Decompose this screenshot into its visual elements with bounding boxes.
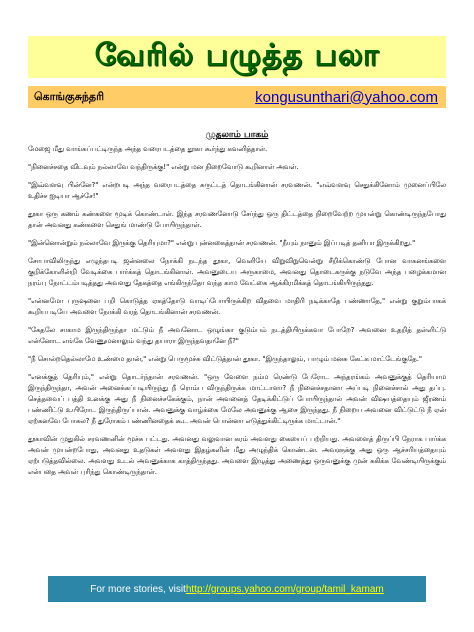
- author-name: கொங்குசுந்தரி: [34, 89, 105, 103]
- title-banner: [28, 36, 446, 78]
- story-body: [28, 144, 446, 485]
- story-title: வேரில் பழுத்த பலா: [94, 37, 380, 73]
- groups-link[interactable]: http://groups.yahoo.com/group/tamil_kamam: [185, 583, 384, 595]
- paragraph: "நீ சொல்றதெல்லாமே உண்மை தான்," என்று பெருமூச்சு விட்டுத்தான் தூகா. "இருந்தாலும், பாழும் மனசு கேட்க மாட்டேங்குதே.": [28, 355, 423, 363]
- document-page: [28, 28, 446, 614]
- paragraph: தூகா ஒரு கணம் கண்களை மூடிக் கொண்டாள். இந்த சரவணனோடு சேர்ந்து ஒரு திட்டத்தை நிறைவேற்ற முயன்று கொண்டிருந்தபோது தான் அவனது கண்களை செதுங் மாண்டு போயிருந்தாள்.: [28, 210, 446, 229]
- footer-label: For more stories, visit: [90, 583, 186, 595]
- paragraph: சோபாவிலிருந்து எழுந்தபடி ஜன்னலை நோக்கி நடந்த தூகா, வெளியே விறுவிறுவென்று சீறிக்கொண்டு போன வாகனங்களை குறிக்கோளின்றி வேடிக்கை பார்க்கத் தொடங்கினாள். அவனுடைய அருகாமை, அவனது தொடைகருக்கு நடுவே அந்த பழைக்கமான நரம்பு நோட்டம்படித்தது அவளது தேகத்தை எங்கிருந்தோ வந்த காம வேட்கை ஆக்கிரமிக்கத் தொடங்கியிருந்தது.: [28, 257, 446, 287]
- footer-banner: [48, 576, 426, 602]
- author-email-link[interactable]: kongusunthari@yahoo.com: [255, 88, 438, 106]
- paragraph: "கேதலே சாகாம இருந்திருந்தா மட்டும் நீ அவனோட ஒழுங்கா குடும்பம் நடத்தியிருக்கவா போறே? அவனை உதறித் தள்ளிட்டு என்னோட எங்கே வேணுமனாலும் வந்து தயாரா இருந்தவதானே நீ?": [28, 326, 446, 345]
- paragraph: தூகாவின் முதுகில் சரவணனின் மூச்சு பட்டது. அவனது வலுவான கரம் அவளது கையைப் பற்றியது. அவளைத் திருப்பி நேராக பார்க்க அவன் முயன்றபோது, அவனது உதடுகள் அவளது இதழ்களின் மீது அழுந்திக் கொண்டன. அவளுக்கு அது ஒரு ஆச்சரியத்தையும் ஏற்படுத்தவில்லை. அவளது உடல் அவனுக்காக காத்திருந்தது. அவளை இழுத்து அணைத்து ஒருவனுக்கு முன் சுகிக்க வேண்டியிருக்கும் என்பதை அவள் புரிந்து கொண்டிருந்தாள்.: [28, 435, 446, 476]
- part-title: முதலாம் பாகம்: [205, 130, 269, 140]
- paragraph: "என்னமோ புருஷனை பறி கொடுத்த ஏகத்தோடு வாடிப்போயிருக்கிற விதவை மாதிரி நடிக்காதே பண்ணாதே," என்று குறும்பாகக் கூறியபடியே அவளை நோக்கி வரத் தொடங்கினான் சரவணன்.: [28, 297, 446, 316]
- author-bar: [28, 86, 446, 108]
- paragraph: மேஜை மீது வாங்கப்பட்டிருந்த அந்த வரைபடத்தை தூகா கூர்ந்து கவனித்தாள்.: [28, 145, 268, 153]
- paragraph: "நினைச்சதை விடவும் நல்லாவே வந்திருக்கு!" என்று மன நிறைவோடு கூறினாள் அவள்.: [28, 163, 299, 171]
- paragraph: "இன்னொன்றும் நல்லாவே இருக்கு தெரியுமா?" என்று புன்னகைத்தான் சரவணன். "நீயும் நானும் இப்படித் தனியா இருக்கிறது.": [28, 239, 416, 247]
- part-heading: [28, 122, 446, 141]
- paragraph: "எனக்குத் தெரியும்," என்று தொடர்ந்தான் சரவணன். "ஒரு வேளை நம்ம ரெண்டு பேரோட அந்தரங்கம் அவனுக்குத் தெரியாம இருந்திருந்தா, அவன் அனைக்கப்படியிருந்து நீ ரொம்ப விருந்திருக்க மாட்டாளா? நீ நினைச்சதானா அப்படி நினைச்சால் அது தப்பு. செத்தவைப் பத்தி உனக்கு அது நீ நினைச்சகேக்கும், நான் அவனைத் தேடிக்கிட்டுப் போயிருந்தால் அவன் விஷயத்தையும் ஜீரணம் பண்ணிட்டு உயிரோட இருந்திருப்பான். அவனுக்கு வாழ்க்கை மேலே அவனுக்கு ஆசை இருந்தது. நீ நிறைய அவனை விட்டுட்டு நீ ஏன் ஏற்கனவே போகல? நீ துரோகம் பண்ணினதைக் கூட அவன் பொன்னா எடுத்துக்கிட்டிருக்க மாட்டான்.": [28, 373, 446, 425]
- paragraph: "இவ்வளவு பின்னே?" என்றபடி அந்த வரைபடத்தை சுருட்டத் தொடங்கினான் சரவணன். "எவ்வளவு செதுக்கினோம் முனைப்பிலே உதிச்ச ஐடியா ஆச்சே!": [28, 181, 446, 200]
